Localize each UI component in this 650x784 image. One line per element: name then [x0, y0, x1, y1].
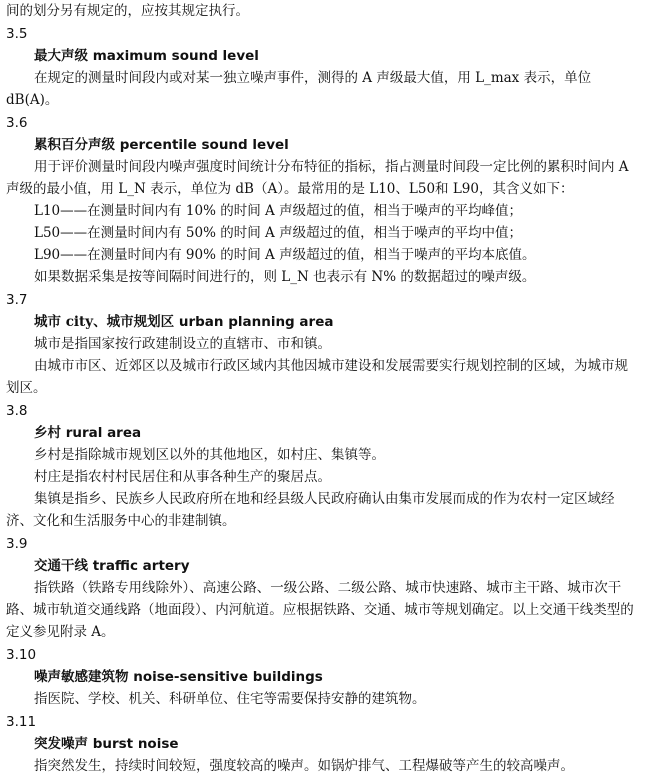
section-number: 3.10	[6, 647, 37, 663]
paragraph: L10——在测量时间内有 10% 的时间 A 声级超过的值，相当于噪声的平均峰值；	[34, 203, 523, 219]
section-3-7	[6, 289, 640, 399]
term-en: noise-sensitive buildings	[133, 669, 323, 685]
term-zh: 乡村	[34, 425, 61, 441]
section-number: 3.7	[6, 292, 28, 308]
section-number: 3.5	[6, 26, 28, 42]
section-3-6	[6, 112, 640, 288]
term-heading	[6, 311, 640, 333]
section-3-8	[6, 400, 640, 532]
section-number: 3.6	[6, 115, 28, 131]
term-en: rural area	[65, 425, 142, 441]
term-zh: 累积百分声级	[34, 137, 115, 153]
term-en: traffic artery	[92, 558, 190, 574]
term-heading	[6, 555, 640, 577]
paragraph: L50——在测量时间内有 50% 的时间 A 声级超过的值，相当于噪声的平均中值；	[34, 225, 523, 241]
term-en: percentile sound level	[119, 137, 289, 153]
term-zh: 交通干线	[34, 558, 88, 574]
term-zh: 突发噪声	[34, 736, 88, 752]
paragraph: 城市是指国家按行政建制设立的直辖市、市和镇。	[34, 336, 331, 352]
section-3-10	[6, 644, 640, 710]
section-number: 3.11	[6, 714, 37, 730]
term-zh: 最大声级	[34, 48, 88, 64]
paragraph: 村庄是指农村村民居住和从事各种生产的聚居点。	[34, 469, 331, 485]
paragraph: 由城市市区、近郊区以及城市行政区域内其他因城市建设和发展需要实行规划控制的区域，为城市规划区。	[6, 358, 628, 396]
paragraph: L90——在测量时间内有 90% 的时间 A 声级超过的值，相当于噪声的平均本底值。	[34, 247, 536, 263]
paragraph: 指医院、学校、机关、科研单位、住宅等需要保持安静的建筑物。	[34, 691, 426, 707]
term-en: urban planning area	[178, 314, 334, 330]
paragraph: 指突然发生，持续时间较短，强度较高的噪声。如锅炉排气、工程爆破等产生的较高噪声。	[34, 758, 574, 774]
section-3-9	[6, 533, 640, 643]
paragraph: 指铁路（铁路专用线除外）、高速公路、一级公路、二级公路、城市快速路、城市主干路、城市次干路、城市轨道交通线路（地面段）、内河航道。应根据铁路、交通、城市等规划确定。以上交通干线类型的定义参见附录 A。	[6, 580, 634, 640]
term-heading	[6, 45, 640, 67]
paragraph: 在规定的测量时间段内或对某一独立噪声事件，测得的 A 声级最大值，用 L_max 表示，单位 dB(A)。	[6, 70, 592, 108]
term-heading	[6, 134, 640, 156]
term-zh: 噪声敏感建筑物	[34, 669, 129, 685]
paragraph: 集镇是指乡、民族乡人民政府所在地和经县级人民政府确认由集市发展而成的作为农村一定区域经济、文化和生活服务中心的非建制镇。	[6, 491, 615, 529]
section-number: 3.8	[6, 403, 28, 419]
paragraph: 用于评价测量时间段内噪声强度时间统计分布特征的指标，指占测量时间段一定比例的累积时间内 A 声级的最小值，用 L_N 表示，单位为 dB（A）。最常用的是 L10、L50和 L90，其含义如下：	[6, 159, 629, 197]
term-zh: 城市 city、城市规划区	[34, 314, 175, 330]
term-en: burst noise	[92, 736, 179, 752]
section-3-5	[6, 23, 640, 111]
section-number: 3.9	[6, 536, 28, 552]
intro-tail: 间的划分另有规定的，应按其规定执行。	[6, 3, 249, 19]
term-en: maximum sound level	[92, 48, 259, 64]
term-heading	[6, 666, 640, 688]
paragraph: 如果数据采集是按等间隔时间进行的，则 L_N 也表示有 N% 的数据超过的噪声级。	[34, 269, 536, 285]
term-heading	[6, 733, 640, 755]
paragraph: 乡村是指除城市规划区以外的其他地区，如村庄、集镇等。	[34, 447, 385, 463]
section-3-11	[6, 711, 640, 777]
term-heading	[6, 422, 640, 444]
